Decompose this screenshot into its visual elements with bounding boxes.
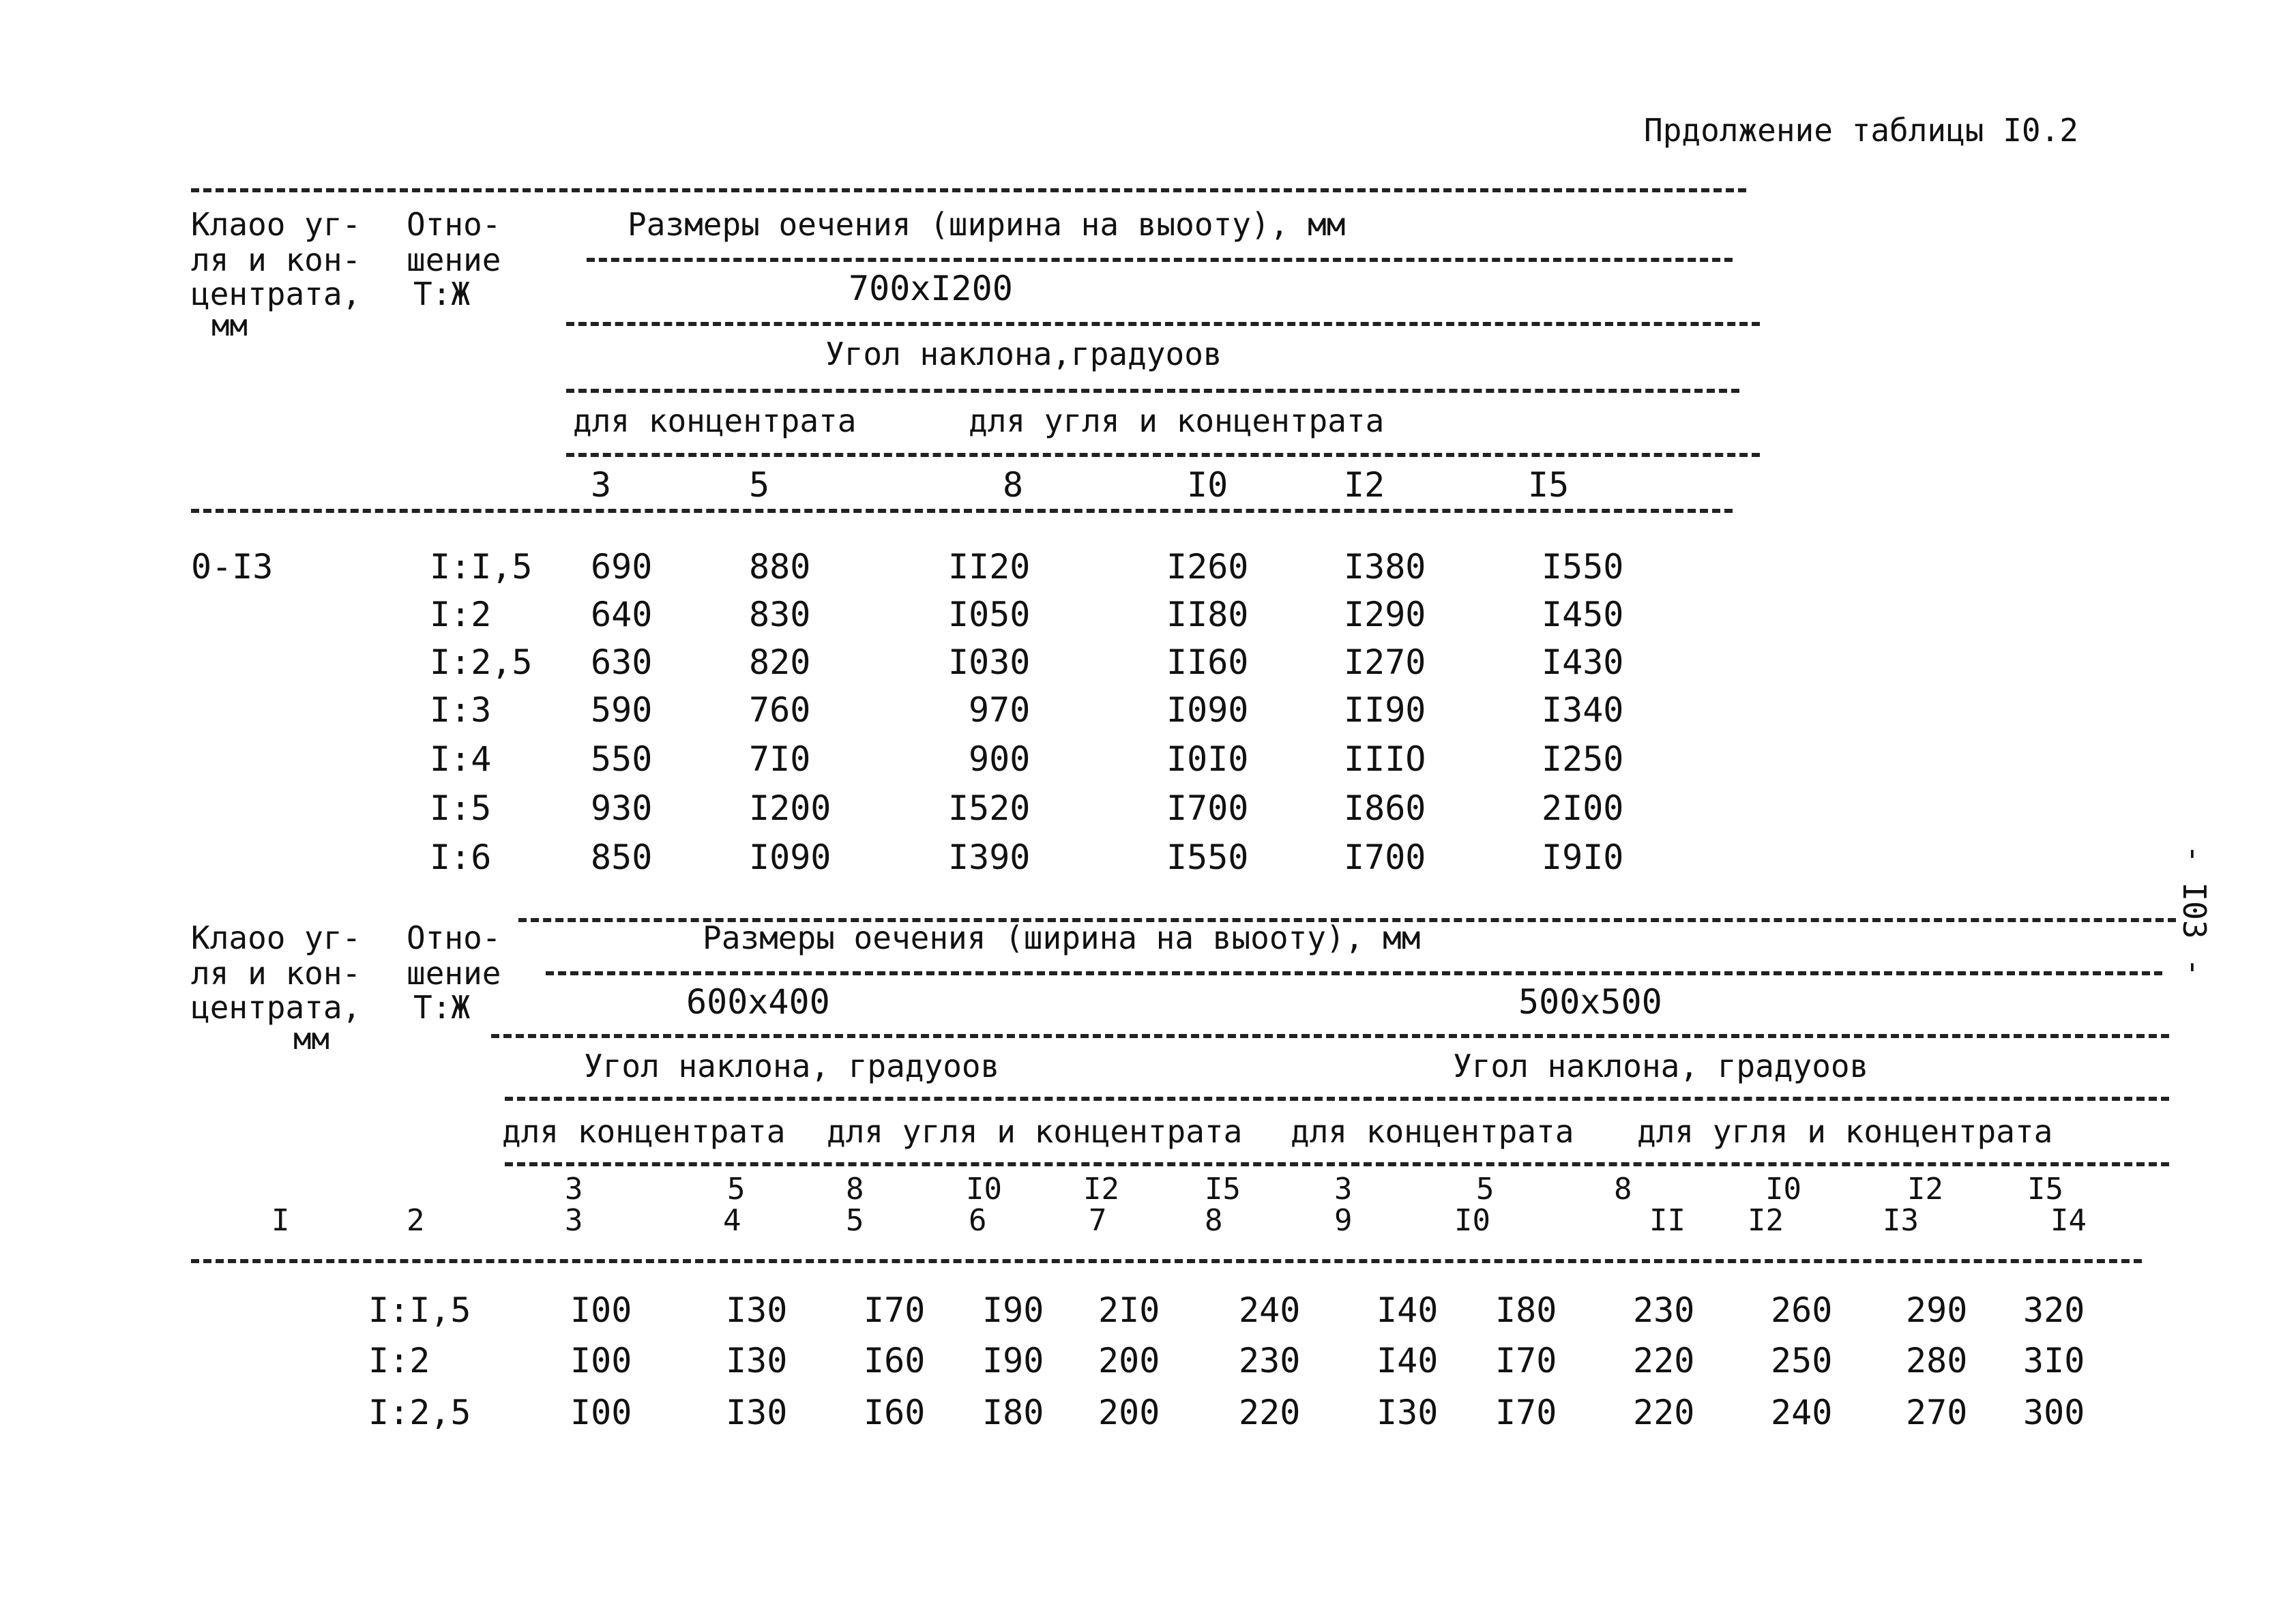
table-cell: I340 <box>1542 690 1624 730</box>
table-cell: 250 <box>1771 1341 1833 1380</box>
table-cell: I40 <box>1377 1290 1439 1330</box>
angle-label: 3 <box>565 1172 583 1207</box>
table-cell: 590 <box>591 690 653 730</box>
col-ratio-line: Т:Ж <box>413 276 471 312</box>
table-cell: 240 <box>1239 1290 1301 1330</box>
table-cell: IIIO <box>1344 739 1426 779</box>
angle-label: I2 <box>1083 1172 1119 1207</box>
angle-label: 5 <box>749 465 770 505</box>
column-number: 5 <box>846 1203 864 1238</box>
table-cell: I30 <box>1377 1393 1439 1432</box>
size-label-b: 500х500 <box>1518 982 1662 1022</box>
sizes-title: Размеры оечения (ширина на выооту), мм <box>628 206 1346 243</box>
table-cell: I9I0 <box>1542 838 1624 877</box>
col-class-line: мм <box>211 308 248 343</box>
ratio-cell: I:I,5 <box>368 1290 471 1330</box>
table-cell: 550 <box>591 739 653 779</box>
angle-title: Угол наклона,градуоов <box>825 336 1222 372</box>
column-number: 7 <box>1089 1203 1107 1238</box>
table-cell: I70 <box>1495 1341 1557 1380</box>
table-cell: I050 <box>948 595 1031 634</box>
table-cell: 200 <box>1098 1341 1160 1380</box>
table-cell: 880 <box>749 547 811 587</box>
sizes-title: Размеры оечения (ширина на выооту), мм <box>703 919 1421 956</box>
col-class-line: Клаоо уг- <box>191 919 362 956</box>
table-cell: 7I0 <box>749 739 811 779</box>
table-cell: 290 <box>1906 1290 1968 1330</box>
col-ratio-line: шение <box>407 955 501 992</box>
angle-label: 5 <box>1476 1172 1495 1207</box>
table-cell: 630 <box>591 642 653 682</box>
rule <box>191 509 1733 513</box>
class-value: 0-I3 <box>191 547 274 587</box>
table-cell: I30 <box>726 1341 788 1380</box>
table-cell: 230 <box>1633 1290 1695 1330</box>
table-cell: 690 <box>591 547 653 587</box>
angle-label: 5 <box>727 1172 746 1207</box>
table-cell: I80 <box>982 1393 1044 1432</box>
ratio-cell: I:6 <box>430 838 492 877</box>
table-cell: I250 <box>1542 739 1624 779</box>
ratio-cell: I:I,5 <box>430 547 533 587</box>
rule <box>491 1034 2169 1038</box>
table-cell: 220 <box>1633 1393 1695 1432</box>
angle-label: 8 <box>1003 465 1024 505</box>
column-number: 9 <box>1334 1203 1353 1238</box>
group-coal-concentrate: для угля и концентрата <box>969 402 1385 439</box>
group-coal-concentrate-b: для угля и концентрата <box>1637 1113 2053 1150</box>
table-cell: I390 <box>948 838 1031 877</box>
table-cell: I030 <box>948 642 1031 682</box>
table-cell: I270 <box>1344 642 1426 682</box>
ratio-cell: I:3 <box>430 690 492 730</box>
angle-title-a: Угол наклона, градуоов <box>584 1048 1000 1084</box>
table-cell: 220 <box>1239 1393 1301 1432</box>
col-class-line: центрата, <box>191 989 362 1026</box>
column-number: I2 <box>1748 1203 1784 1238</box>
size-label-a: 600х400 <box>686 982 830 1022</box>
group-concentrate: для концентрата <box>573 402 857 439</box>
column-number: I4 <box>2050 1203 2087 1238</box>
table-cell: 280 <box>1906 1341 1968 1380</box>
table-cell: 930 <box>591 788 653 828</box>
table-cell: II90 <box>1344 690 1426 730</box>
rule <box>587 258 1733 262</box>
table-cell: 970 <box>969 690 1031 730</box>
column-number: 3 <box>565 1203 583 1238</box>
table-cell: I090 <box>749 838 831 877</box>
column-number: I <box>271 1203 290 1238</box>
table-cell: 320 <box>2023 1290 2085 1330</box>
angle-label: I5 <box>1528 465 1570 505</box>
ratio-cell: I:2,5 <box>430 642 533 682</box>
col-class-line: ля и кон- <box>191 241 362 278</box>
table-cell: I80 <box>1495 1290 1557 1330</box>
table-cell: I520 <box>948 788 1031 828</box>
table-cell: I70 <box>1495 1393 1557 1432</box>
table-cell: I90 <box>982 1341 1044 1380</box>
col-ratio-line: Т:Ж <box>413 989 471 1026</box>
rule <box>566 453 1760 457</box>
rule <box>566 322 1760 326</box>
table-cell: I550 <box>1542 547 1624 587</box>
angle-label: 3 <box>591 465 612 505</box>
ratio-cell: I:4 <box>430 739 492 779</box>
table-cell: 200 <box>1098 1393 1160 1432</box>
table-cell: I090 <box>1166 690 1249 730</box>
ratio-cell: I:5 <box>430 788 492 828</box>
angle-label: I2 <box>1907 1172 1943 1207</box>
page-number: - I03 - <box>2175 844 2213 977</box>
table-cell: I0I0 <box>1166 739 1249 779</box>
col-class-line: центрата, <box>191 276 362 312</box>
ratio-cell: I:2 <box>430 595 492 634</box>
table-cell: 830 <box>749 595 811 634</box>
table-cell: 760 <box>749 690 811 730</box>
column-number: II <box>1649 1203 1686 1238</box>
table-cell: I30 <box>726 1290 788 1330</box>
col-ratio-line: шение <box>407 241 501 278</box>
table-cell: I00 <box>570 1341 632 1380</box>
angle-label: I5 <box>1205 1172 1241 1207</box>
rule <box>505 1097 2169 1101</box>
size-label: 700хI200 <box>849 269 1013 308</box>
col-ratio-line: Отно- <box>407 919 501 956</box>
group-coal-concentrate-a: для угля и концентрата <box>827 1113 1243 1150</box>
table-cell: II20 <box>948 547 1031 587</box>
table-cell: I00 <box>570 1393 632 1432</box>
table-cell: 220 <box>1633 1341 1695 1380</box>
table-cell: 820 <box>749 642 811 682</box>
column-number: I3 <box>1883 1203 1919 1238</box>
table-cell: 2I0 <box>1098 1290 1160 1330</box>
table-cell: 300 <box>2023 1393 2085 1432</box>
col-class-line: Клаоо уг- <box>191 206 362 243</box>
angle-label: I0 <box>966 1172 1002 1207</box>
angle-label: 8 <box>846 1172 864 1207</box>
table-cell: I00 <box>570 1290 632 1330</box>
column-number: 2 <box>407 1203 425 1238</box>
table-cell: I40 <box>1377 1341 1439 1380</box>
column-number: 4 <box>723 1203 741 1238</box>
rule <box>566 389 1739 393</box>
column-number: 8 <box>1205 1203 1223 1238</box>
group-concentrate-a: для концентрата <box>502 1113 786 1150</box>
table-cell: I90 <box>982 1290 1044 1330</box>
table-cell: 850 <box>591 838 653 877</box>
angle-label: I0 <box>1765 1172 1801 1207</box>
table-cell: 240 <box>1771 1393 1833 1432</box>
angle-title-b: Угол наклона, градуоов <box>1453 1048 1869 1084</box>
table-cell: 900 <box>969 739 1031 779</box>
table-cell: I30 <box>726 1393 788 1432</box>
col-class-line: мм <box>293 1022 329 1056</box>
col-class-line: ля и кон- <box>191 955 362 992</box>
rule <box>546 971 2162 975</box>
angle-label: 3 <box>1334 1172 1353 1207</box>
table-cell: I60 <box>864 1393 926 1432</box>
continuation-title: Прдолжение таблицы I0.2 <box>1644 112 2078 149</box>
table-cell: 230 <box>1239 1341 1301 1380</box>
table-cell: 260 <box>1771 1290 1833 1330</box>
table-cell: I430 <box>1542 642 1624 682</box>
table-cell: I700 <box>1344 838 1426 877</box>
table-cell: II80 <box>1166 595 1249 634</box>
rule <box>191 1259 2142 1263</box>
ratio-cell: I:2,5 <box>368 1393 471 1432</box>
table-cell: I200 <box>749 788 831 828</box>
column-number: 6 <box>969 1203 987 1238</box>
angle-label: I5 <box>2027 1172 2063 1207</box>
angle-label: I0 <box>1187 465 1228 505</box>
ratio-cell: I:2 <box>368 1341 430 1380</box>
rule <box>191 188 1746 192</box>
table-cell: I550 <box>1166 838 1249 877</box>
angle-label: I2 <box>1344 465 1385 505</box>
table-cell: I290 <box>1344 595 1426 634</box>
col-ratio-line: Отно- <box>407 206 501 243</box>
column-number: I0 <box>1454 1203 1490 1238</box>
table-cell: 2I00 <box>1542 788 1624 828</box>
table-cell: II60 <box>1166 642 1249 682</box>
table-cell: I450 <box>1542 595 1624 634</box>
table-cell: 3I0 <box>2023 1341 2085 1380</box>
table-cell: 270 <box>1906 1393 1968 1432</box>
table-cell: 640 <box>591 595 653 634</box>
angle-label: 8 <box>1614 1172 1632 1207</box>
table-cell: I700 <box>1166 788 1249 828</box>
table-cell: I70 <box>864 1290 926 1330</box>
rule <box>505 1162 2169 1166</box>
group-concentrate-b: для концентрата <box>1291 1113 1574 1150</box>
table-cell: I260 <box>1166 547 1249 587</box>
table-cell: I380 <box>1344 547 1426 587</box>
table-cell: I60 <box>864 1341 926 1380</box>
table-cell: I860 <box>1344 788 1426 828</box>
